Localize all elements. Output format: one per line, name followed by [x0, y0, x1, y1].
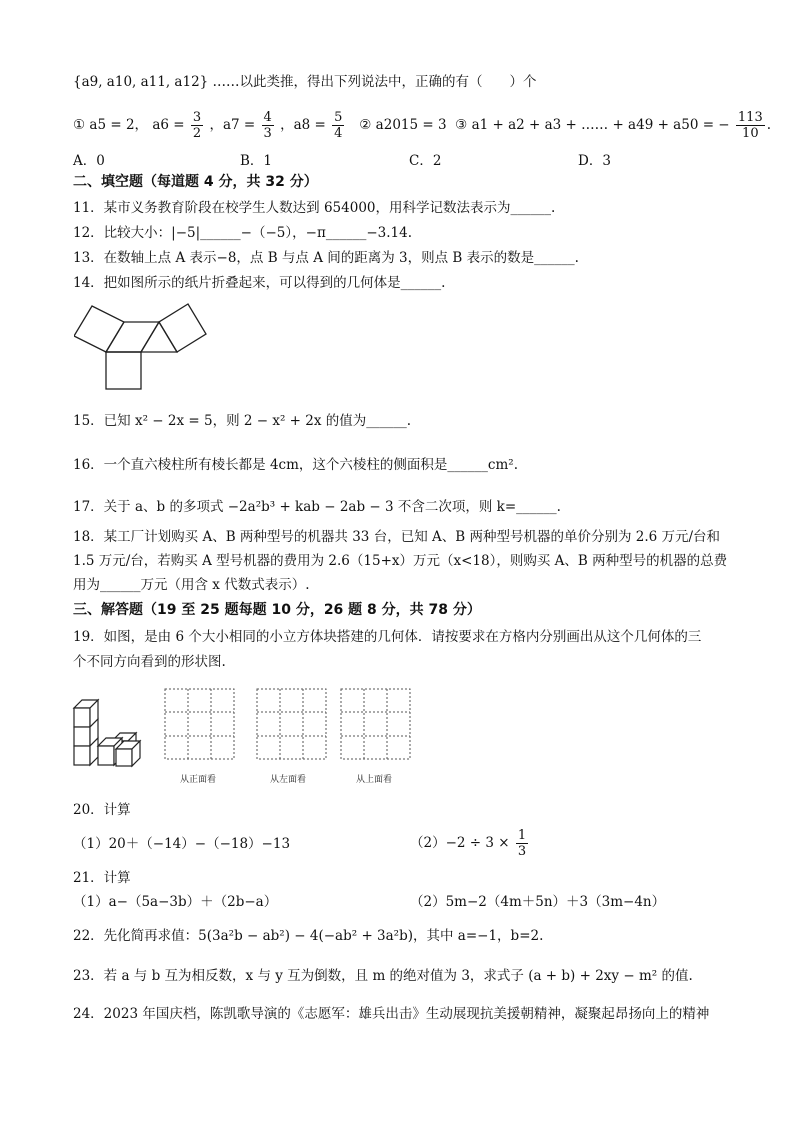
question-17: 17．关于 a、b 的多项式 −2a²b³ + kab − 2ab − 3 不含二次项，则 k=______. — [73, 499, 561, 515]
question-11: 11．某市义务教育阶段在校学生人数达到 654000，用科学记数法表示为______. — [73, 200, 556, 216]
question-14: 14．把如图所示的纸片折叠起来，可以得到的几何体是______. — [73, 275, 446, 291]
q20-fraction: $\frac{1}{3}$ — [517, 828, 527, 859]
question-16: 16．一个直六棱柱所有棱长都是 4cm，这个六棱柱的侧面积是______cm². — [73, 457, 518, 473]
statements-line: ① a5 = 2， a6 = $\frac{3}{2}$ ，a7 = $\frac{4}{3}$ ，a8 = $\frac{5}{4}$ ② a2015 = 3 ③ a1 + a2 + a3 + …… + a49 + a50 = − $\frac{113}{10}$ . — [73, 110, 772, 141]
a6-expr: a6 = — [152, 117, 185, 133]
question-13: 13．在数轴上点 A 表示−8，点 B 与点 A 间的距离为 3，则点 B 表示的数是______. — [73, 250, 579, 266]
q20-part2-expr: （2）−2 ÷ 3 × — [410, 835, 510, 851]
question-22: 22．先化简再求值：5(3a²b − ab²) − 4(−ab² + 3a²b)，其中 a=−1，b=2. — [73, 928, 544, 944]
question-19-line-2: 个不同方向看到的形状图. — [73, 654, 226, 670]
question-24: 24．2023 年国庆档，陈凯歌导演的《志愿军：雄兵出击》生动展现抗美援朝精神，凝聚起昂扬向上的精神 — [73, 1006, 710, 1022]
choice-a: A．0 — [73, 153, 105, 169]
question-20-part-2 — [410, 826, 530, 860]
left-view-caption: 从左面看 — [270, 775, 307, 785]
sequence-tail: ……以此类推，得出下列说法中，正确的有（ ）个 — [212, 74, 537, 90]
question-19-line-1: 19．如图，是由 6 个大小相同的小立方体块搭建的几何体．请按要求在方格内分别画出从这个几何体的三 — [73, 629, 702, 645]
question-23: 23．若 a 与 b 互为相反数，x 与 y 互为倒数，且 m 的绝对值为 3，求式子 (a + b) + 2xy − m² 的值. — [73, 968, 693, 984]
question-21-part-1: （1）a−（5a−3b）＋（2b−a） — [73, 894, 278, 910]
top-view-grid — [340, 688, 420, 768]
question-21-part-2: （2）5m−2（4m＋5n）＋3（3m−4n） — [410, 894, 666, 910]
statement-1-mark: ① — [73, 117, 86, 133]
left-view-grid — [256, 688, 336, 768]
section-2-heading: 二、填空题（每道题 4 分，共 32 分） — [73, 174, 318, 190]
front-view-caption: 从正面看 — [180, 775, 217, 785]
sequence-set: {a9, a10, a11, a12} — [73, 74, 209, 90]
a8-fraction: $\frac{5}{4}$ — [334, 110, 343, 141]
a7-fraction: $\frac{4}{3}$ — [263, 110, 272, 141]
question-18-line-3: 用为______万元（用含 x 代数式表示）. — [73, 577, 310, 593]
top-view-caption: 从上面看 — [356, 775, 393, 785]
sum-fraction: $\frac{113}{10}$ — [737, 110, 763, 141]
statement-3: ③ a1 + a2 + a3 + …… + a49 + a50 = − — [455, 117, 730, 133]
statement-2: ② a2015 = 3 — [359, 117, 447, 133]
a7-expr: ，a7 = — [209, 117, 256, 133]
choice-b: B．1 — [240, 153, 273, 169]
a6-fraction: $\frac{3}{2}$ — [192, 110, 202, 141]
question-20: 20．计算 — [73, 802, 131, 818]
sequence-set-line — [73, 72, 537, 92]
prism-net-figure — [74, 300, 209, 392]
cube-stack-figure — [72, 686, 150, 770]
section-3-heading: 三、解答题（19 至 25 题每题 10 分，26 题 8 分，共 78 分） — [73, 602, 481, 618]
question-12: 12．比较大小：|−5|______−（−5），−π______−3.14. — [73, 225, 412, 241]
front-view-grid — [164, 688, 244, 768]
question-15: 15．已知 x² − 2x = 5，则 2 − x² + 2x 的值为______. — [73, 413, 412, 429]
a8-expr: ，a8 = — [280, 117, 326, 133]
choice-d: D．3 — [578, 153, 611, 169]
question-18-line-1: 18．某工厂计划购买 A、B 两种型号的机器共 33 台，已知 A、B 两种型号机器的单价分别为 2.6 万元/台和 — [73, 529, 721, 545]
choice-c: C．2 — [409, 153, 442, 169]
question-20-part-1: （1）20＋（−14）−（−18）−13 — [73, 836, 291, 852]
question-18-line-2: 1.5 万元/台，若购买 A 型号机器的费用为 2.6（15+x）万元（x<18），则购买 A、B 两种型号的机器的总费 — [73, 553, 728, 569]
a5-expr: a5 = 2， — [89, 117, 149, 133]
question-21: 21．计算 — [73, 870, 131, 886]
